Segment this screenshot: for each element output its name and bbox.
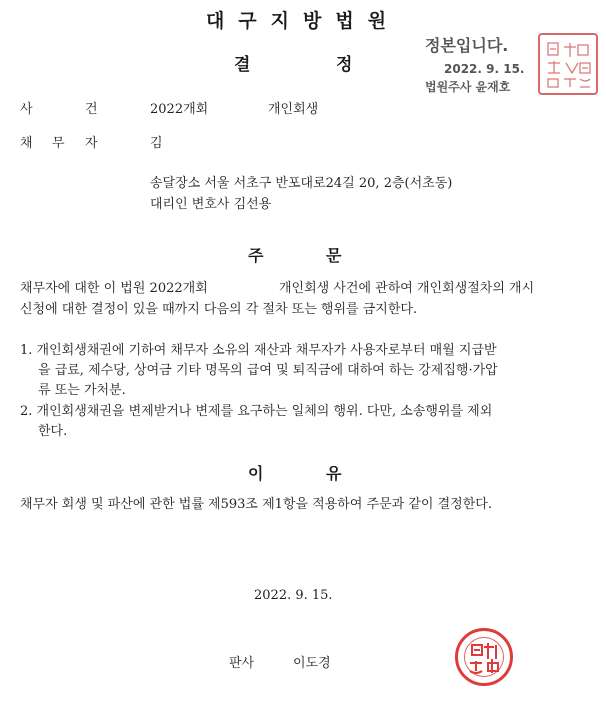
order-item-2-line-2: 한다. [38,424,68,439]
attorney: 대리인 변호사 김선용 [150,197,272,212]
case-label-char-1: 사 [20,102,33,117]
judge-name: 이도경 [293,656,331,671]
decision-title-left: 결 [234,55,251,75]
debtor-label-char-2: 무 [52,136,65,151]
case-name: 개인회생 [268,102,319,117]
decision-date: 2022. 9. 15. [254,588,333,603]
debtor-name: 김 [150,136,163,151]
order-intro-part-2: 개인회생 사건에 관하여 개인회생절차의 개시 [279,281,535,296]
reason-text: 채무자 회생 및 파산에 관한 법률 제593조 제1항을 적용하여 주문과 같이 결정한다. [20,497,492,512]
certification-officer: 법원주사 윤재호 [425,80,511,94]
order-title-char-1: 주 [248,246,264,265]
service-address: 송달장소 서울 서초구 반포대로24길 20, 2층(서초동) [150,176,453,191]
order-item-1-line-2: 을 급료, 제수당, 상여금 기타 명목의 급여 및 퇴직금에 대하여 하는 강제집행·가압 [38,363,498,378]
case-number: 2022개회 [150,102,209,117]
order-item-1-line-3: 류 또는 가처분. [38,383,126,398]
debtor-label-char-3: 자 [85,136,98,151]
reason-title-char-2: 유 [326,464,342,483]
certification-title: 정본입니다. [425,36,509,55]
reason-title-char-1: 이 [248,464,264,483]
order-intro-line-2: 신청에 대한 결정이 있을 때까지 다음의 각 절차 또는 행위를 금지한다. [20,302,418,317]
order-item-2-line-1: 2. 개인회생채권을 변제받거나 변제를 요구하는 일체의 행위. 다만, 소송행위를 제외 [20,404,493,419]
court-name: 대구지방법원 [205,10,401,32]
judge-label: 판사 [229,656,255,671]
case-label-char-2: 건 [85,102,98,117]
order-item-1-line-1: 1. 개인회생채권에 기하여 채무자 소유의 재산과 채무자가 사용자로부터 매월 지급받 [20,343,497,358]
certification-date: 2022. 9. 15. [444,62,525,76]
order-title-char-2: 문 [326,246,342,265]
judge-seal [455,628,513,686]
order-intro-part-1: 채무자에 대한 이 법원 2022개회 [20,281,208,296]
decision-title-right: 정 [336,55,353,75]
court-clerk-stamp [538,33,598,95]
debtor-label-char-1: 채 [20,136,33,151]
